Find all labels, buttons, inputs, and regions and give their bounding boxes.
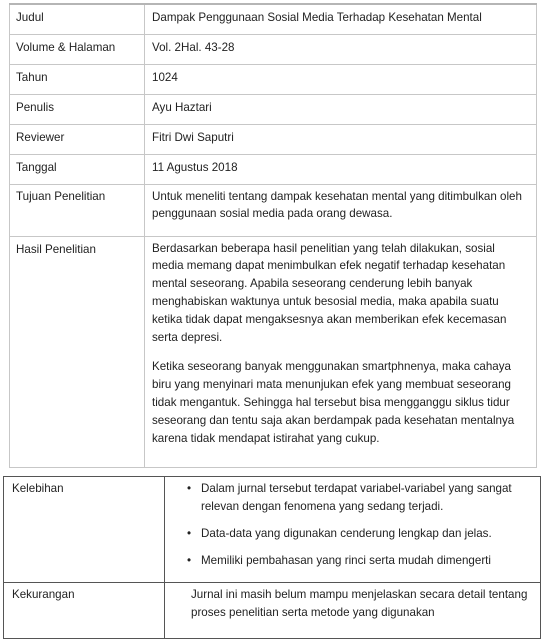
value-hasil (145, 236, 537, 467)
kelebihan-item-3: Memiliki pembahasan yang rinci serta mudah dimengerti (201, 553, 491, 567)
value-tanggal: 11 Agustus 2018 (145, 154, 537, 184)
row-hasil (10, 236, 537, 467)
list-item (181, 525, 530, 543)
kelebihan-list (181, 480, 530, 570)
kelebihan-item-2: Data-data yang digunakan cenderung lengkap dan jelas. (201, 526, 492, 540)
row-reviewer (10, 124, 537, 154)
value-tujuan: Untuk meneliti tentang dampak kesehatan mental yang ditimbulkan oleh penggunaan sosial media pada orang dewasa. (145, 184, 537, 236)
row-tanggal (10, 154, 537, 184)
row-tujuan (10, 184, 537, 236)
label-kelebihan: Kelebihan (4, 477, 165, 583)
label-tanggal: Tanggal (10, 154, 145, 184)
value-volume: Vol. 2Hal. 43-28 (145, 34, 537, 64)
value-tahun: 1024 (145, 64, 537, 94)
hasil-paragraph-1: Berdasarkan beberapa hasil penelitian yang telah dilakukan, sosial media memang dapat menimbulkan efek negatif terhadap kesehatan mental seseorang. Apabila seseorang cenderung lebih banyak menghabiskan waktunya untuk besosial media, maka apabila suatu ketika tidak dapat mengaksesnya akan memberikan efek kecemasan serta depresi. (152, 241, 507, 345)
list-item (181, 480, 530, 516)
kelebihan-item-1: Dalam jurnal tersebut terdapat variabel-variabel yang sangat relevan dengan fenomena yang sedang terjadi. (201, 482, 512, 513)
label-kekurangan: Kekurangan (4, 583, 165, 639)
value-penulis: Ayu Haztari (145, 94, 537, 124)
row-penulis (10, 94, 537, 124)
label-reviewer: Reviewer (10, 124, 145, 154)
row-judul (10, 4, 537, 34)
value-kelebihan (165, 477, 541, 583)
label-tahun: Tahun (10, 64, 145, 94)
journal-info-table (9, 3, 537, 468)
label-volume: Volume & Halaman (10, 34, 145, 64)
value-reviewer: Fitri Dwi Saputri (145, 124, 537, 154)
bullet-icon: • (187, 482, 192, 495)
bullet-icon: • (187, 553, 192, 567)
list-item (181, 552, 530, 570)
row-kekurangan (4, 583, 541, 639)
hasil-paragraph-2: Ketika seseorang banyak menggunakan smartphnenya, maka cahaya biru yang menyinari mata menunjukan efek yang membuat seseorang tidak mengantuk. Sehingga hal tersebut bisa mengganggu siklus tidur seseorang dan tentu saja akan berdampak pada kesehatan mentalnya karena tidak mendapat istirahat yang cukup. (152, 360, 515, 446)
value-kekurangan: Jurnal ini masih belum mampu menjelaskan secara detail tentang proses penelitian serta metode yang digunakan (191, 588, 528, 619)
bullet-icon: • (187, 526, 192, 540)
row-kelebihan (4, 477, 541, 583)
label-tujuan: Tujuan Penelitian (10, 184, 145, 236)
evaluation-table (3, 476, 541, 639)
value-judul: Dampak Penggunaan Sosial Media Terhadap Kesehatan Mental (145, 4, 537, 34)
label-penulis: Penulis (10, 94, 145, 124)
label-judul: Judul (10, 4, 145, 34)
label-hasil: Hasil Penelitian (10, 236, 145, 467)
row-volume (10, 34, 537, 64)
row-tahun (10, 64, 537, 94)
